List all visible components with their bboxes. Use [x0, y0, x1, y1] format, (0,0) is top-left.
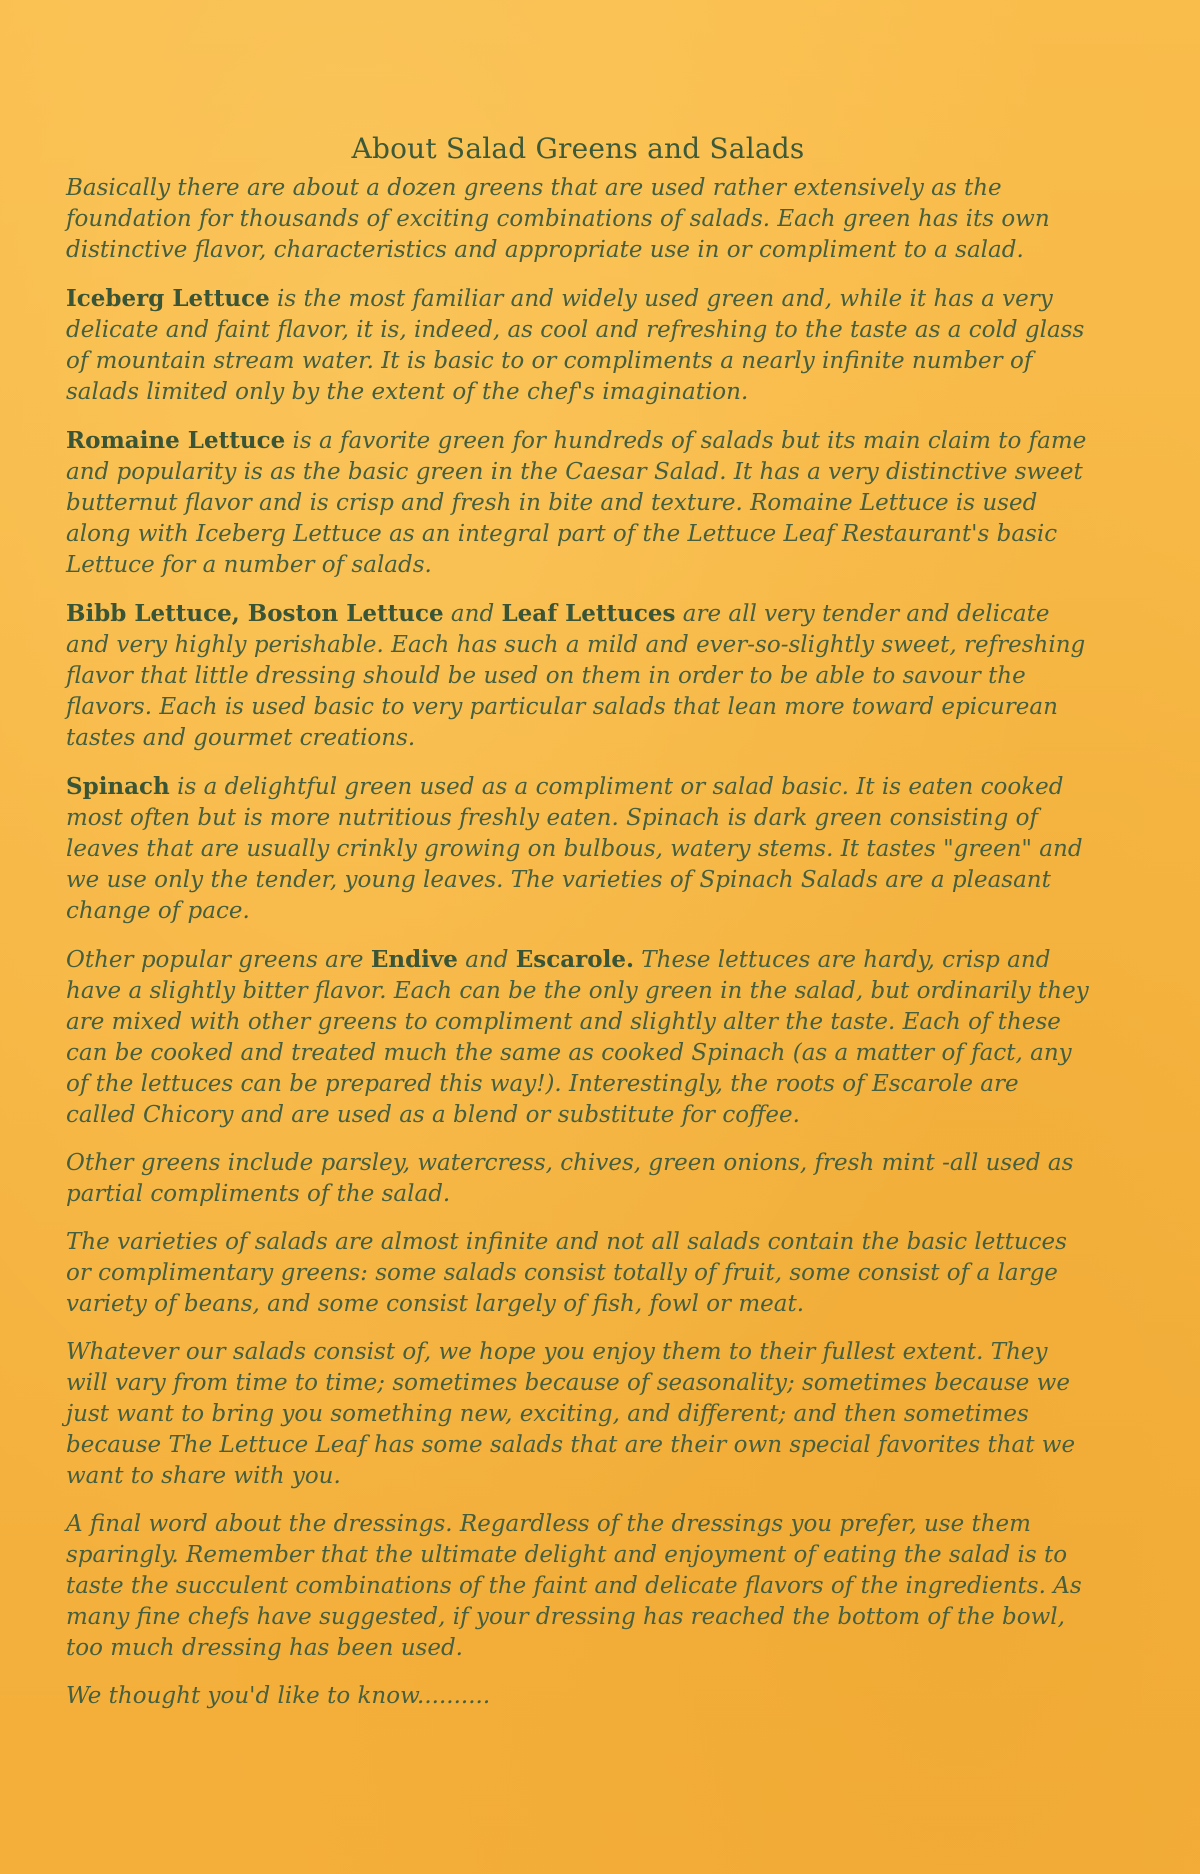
endive-and: and	[457, 947, 516, 973]
spinach-name: Spinach	[66, 773, 170, 800]
iceberg-text: is the most familiar and widely used green and, while it has a very delicate and faint flavor, it is, indeed, as cool and refreshing to the taste as a cold glass of mountain stream water. It is basic to or compliments a nearly infinite number of salads limited only by the extent of the chef's imagination.	[66, 286, 1085, 405]
endive-name: Endive	[370, 946, 458, 973]
bibb-paragraph	[66, 598, 1090, 754]
intro-paragraph: Basically there are about a dozen greens that are used rather extensively as the foundation for thousands of exciting combinations of salads. Each green has its own distinctive flavor, characteristics and appropriate use in or compliment to a salad.	[66, 175, 1050, 263]
leaf-lettuces-name: Leaf Lettuces	[501, 600, 676, 627]
romaine-name: Romaine Lettuce	[66, 427, 286, 454]
iceberg-paragraph	[66, 283, 1090, 408]
iceberg-name: Iceberg Lettuce	[66, 285, 270, 312]
endive-paragraph	[66, 944, 1090, 1131]
varieties-paragraph: The varieties of salads are almost infinite and not all salads contain the basic lettuces or complimentary greens: some salads consist totally of fruit, some consist of a large variety of beans, and some consist largely of fish, fowl or meat.	[66, 1229, 1067, 1317]
escarole-name: Escarole.	[515, 946, 634, 973]
other-greens-paragraph: Other greens include parsley, watercress, chives, green onions, fresh mint -all used as partial compliments of the salad.	[66, 1150, 1074, 1207]
page-title: About Salad Greens and Salads	[351, 132, 805, 165]
romaine-text: is a favorite green for hundreds of salads but its main claim to fame and popularity is as the basic green in the Caesar Salad. It has a very distinctive sweet butternut flavor and is crisp and fresh in bite and texture. Romaine Lettuce is used along with Iceberg Lettuce as an integral part of the Lettuce Leaf Restaurant's basic Lettuce for a number of salads.	[66, 428, 1087, 578]
spinach-text: is a delightful green used as a compliment or salad basic. It is eaten cooked most often but is more nutritious freshly eaten. Spinach is dark green consisting of leaves that are usually crinkly growing on bulbous, watery stems. It tastes "green" and we use only the tender, young leaves. The varieties of Spinach Salads are a pleasant change of pace.	[66, 774, 1083, 924]
bibb-boston-name: Bibb Lettuce, Boston Lettuce	[66, 600, 444, 627]
spinach-paragraph	[66, 771, 1090, 927]
romaine-paragraph	[66, 425, 1090, 581]
endive-lead: Other popular greens are	[66, 947, 371, 973]
bibb-and: and	[443, 601, 502, 627]
bibb-text: are all very tender and delicate and very highly perishable. Each has such a mild and ever-so-slightly sweet, refreshing flavor that little dressing should be used on them in order to be able to savour the flavors. Each is used basic to very particular salads that lean more toward epicurean tastes and gourmet creations.	[66, 601, 1086, 751]
dressings-paragraph: A final word about the dressings. Regardless of the dressings you prefer, use them sparingly. Remember that the ultimate delight and enjoyment of eating the salad is to taste the succulent combinations of the faint and delicate flavors of the ingredients. As many fine chefs have suggested, if your dressing has reached the bottom of the bowl, too much dressing has been used.	[66, 1511, 1082, 1661]
closing-line: We thought you'd like to know..........	[66, 1683, 491, 1709]
whatever-paragraph: Whatever our salads consist of, we hope you enjoy them to their fullest extent. They will vary from time to time; sometimes because of seasonality; sometimes because we just want to bring you something new, exciting, and different; and then sometimes because The Lettuce Leaf has some salads that are their own special favorites that we want to share with you.	[66, 1339, 1076, 1489]
endive-text: These lettuces are hardy, crisp and have a slightly bitter flavor. Each can be the only green in the salad, but ordinarily they are mixed with other greens to compliment and slightly alter the taste. Each of these can be cooked and treated much the same as cooked Spinach (as a matter of fact, any of the lettuces can be prepared this way!). Interestingly, the roots of Escarole are called Chicory and are used as a blend or substitute for coffee.	[66, 947, 1089, 1128]
